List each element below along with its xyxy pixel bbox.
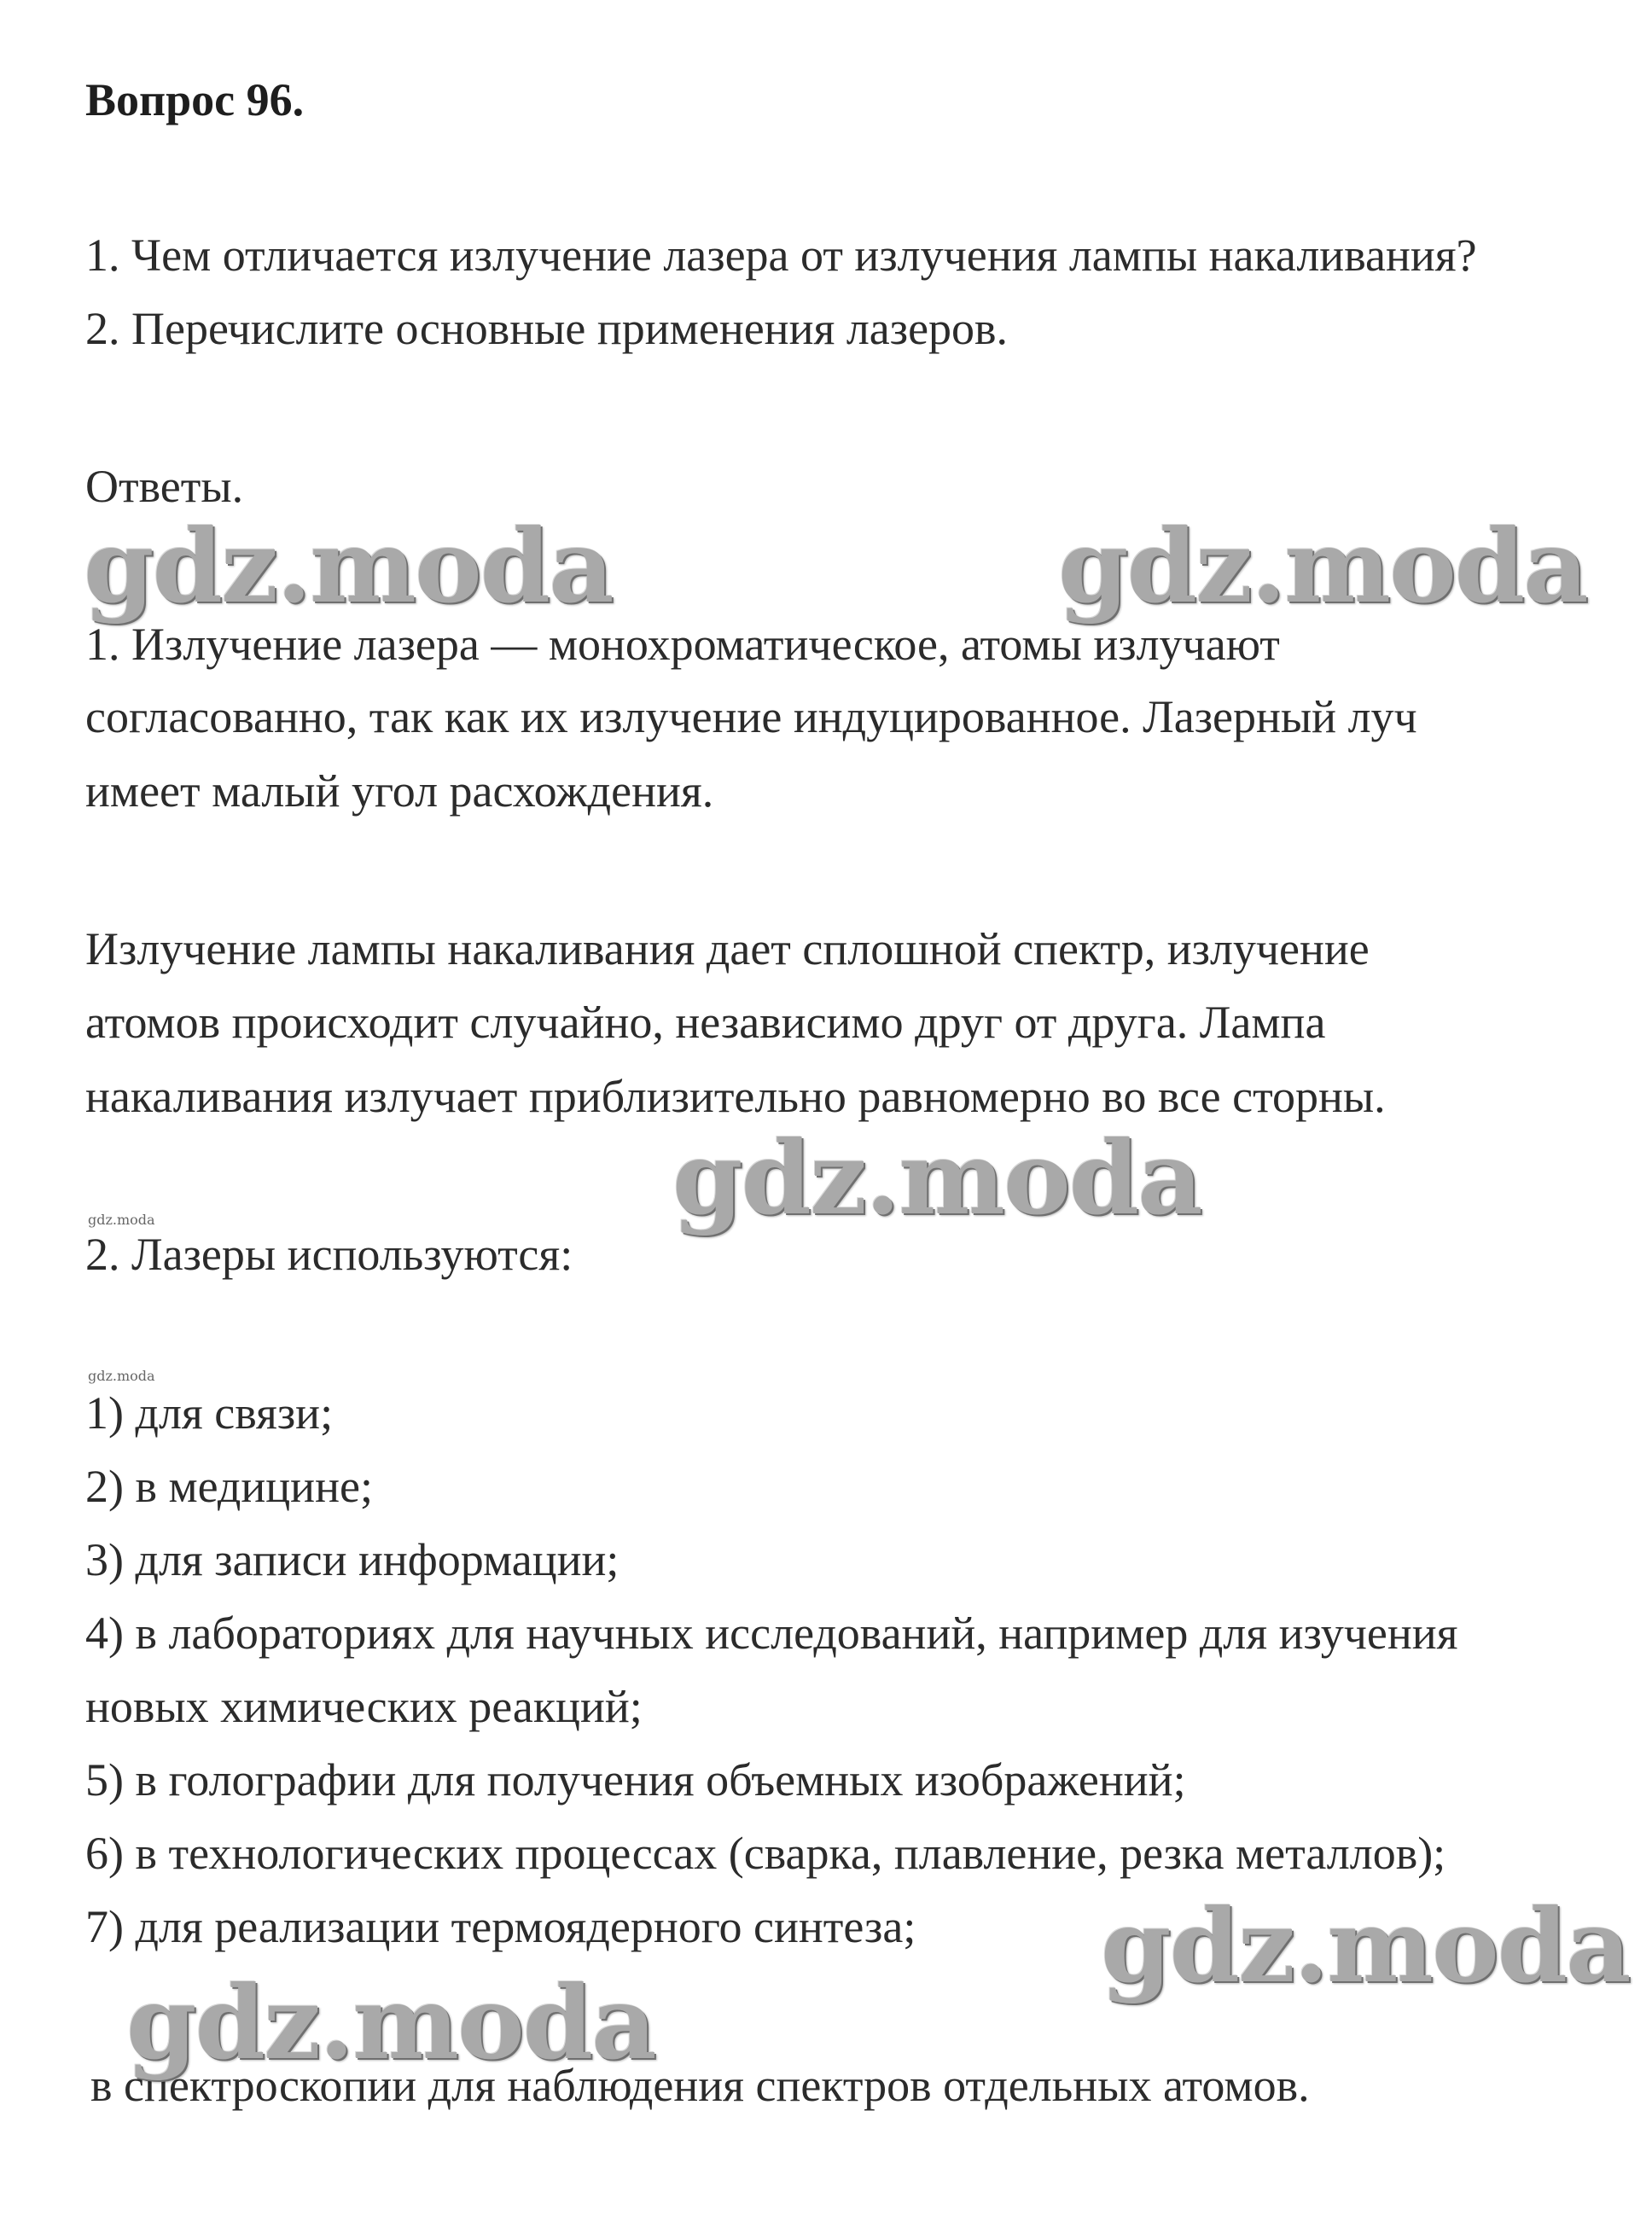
watermark-small-2: gdz.moda: [88, 1368, 155, 1384]
watermark-small-1: gdz.moda: [88, 1212, 155, 1228]
question-2: 2. Перечислите основные применения лазеров.: [85, 303, 1009, 354]
answer-1-line-2: согласованно, так как их излучение индуцированное. Лазерный луч: [85, 691, 1417, 742]
answer-2-item-4-cont: новых химических реакций;: [85, 1681, 643, 1732]
answer-2-item-4: 4) в лабораториях для научных исследований, например для изучения: [85, 1608, 1458, 1659]
watermark-gdz-moda-4: gdz.moda: [1101, 1887, 1630, 2005]
answer-2-item-5: 5) в голографии для получения объемных изображений;: [85, 1754, 1186, 1805]
answer-1b-line-2: атомов происходит случайно, независимо друг от друга. Лампа: [85, 997, 1326, 1048]
answer-2-item-6: 6) в технологических процессах (сварка, плавление, резка металлов);: [85, 1828, 1446, 1879]
answer-1b-line-3: накаливания излучает приблизительно равномерно во все сторны.: [85, 1071, 1386, 1122]
question-1: 1. Чем отличается излучение лазера от излучения лампы накаливания?: [85, 230, 1477, 281]
watermark-gdz-moda-3: gdz.moda: [672, 1119, 1201, 1237]
question-title: Вопрос 96.: [85, 74, 305, 125]
watermark-gdz-moda-1: gdz.moda: [84, 507, 613, 625]
answers-heading: Ответы.: [85, 461, 244, 512]
answer-1-line-3: имеет малый угол расхождения.: [85, 765, 714, 817]
answer-2-item-1: 1) для связи;: [85, 1387, 334, 1439]
answer-1b-line-1: Излучение лампы накаливания дает сплошной спектр, излучение: [85, 923, 1370, 974]
watermark-gdz-moda-5: gdz.moda: [126, 1963, 655, 2082]
answer-1-line-1: 1. Излучение лазера — монохроматическое, атомы излучают: [85, 619, 1280, 670]
answer-2-intro: 2. Лазеры используются:: [85, 1229, 573, 1280]
watermark-gdz-moda-2: gdz.moda: [1058, 507, 1587, 625]
answer-2-item-2: 2) в медицине;: [85, 1461, 373, 1512]
answer-2-item-7: 7) для реализации термоядерного синтеза;: [85, 1901, 916, 1952]
answer-2-item-8: в спектроскопии для наблюдения спектров отдельных атомов.: [90, 2060, 1310, 2111]
answer-2-item-3: 3) для записи информации;: [85, 1534, 620, 1585]
